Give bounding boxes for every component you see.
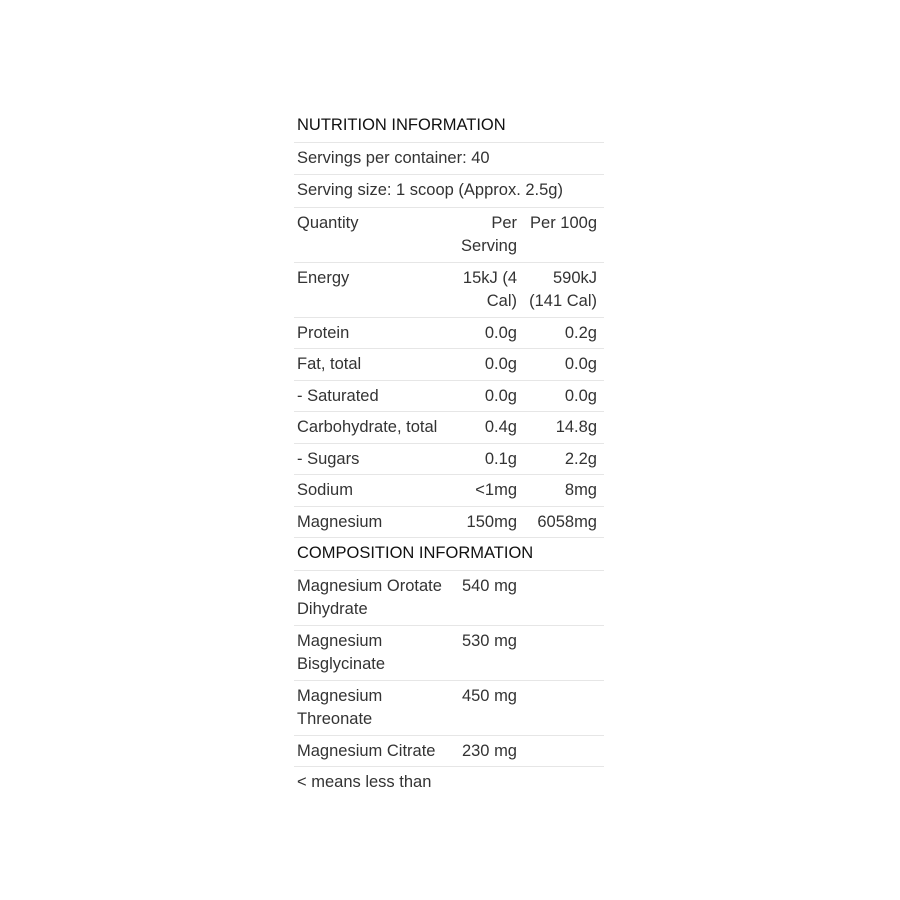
quantity-header: Quantity: [297, 213, 359, 232]
table-row: [294, 571, 604, 626]
ingredient-name: Magnesium Citrate: [297, 741, 436, 760]
table-row: [294, 318, 604, 350]
table-row: [294, 736, 604, 768]
per-serving-value: 0.4g: [484, 418, 517, 436]
nutrient-name: Protein: [297, 323, 350, 342]
per-100g-value: 6058mg: [537, 512, 597, 531]
nutrient-name: Carbohydrate, total: [297, 418, 438, 436]
servings-per-container: Servings per container: 40: [294, 143, 604, 176]
per-serving-value: 0.0g: [484, 386, 517, 405]
footnote: < means less than: [297, 773, 432, 791]
table-row: [294, 626, 604, 681]
per-100g-value: 0.0g: [564, 386, 597, 405]
table-row: [294, 263, 604, 318]
nutrient-name: - Saturated: [297, 386, 379, 405]
nutrient-name: - Sugars: [297, 449, 360, 468]
nutrient-name: Sodium: [297, 481, 353, 499]
per-100g-value: 590kJ (141 Cal): [529, 268, 597, 310]
ingredient-amount: 450 mg: [461, 686, 517, 705]
table-row: [294, 444, 604, 476]
serving-size: Serving size: 1 scoop (Approx. 2.5g): [294, 175, 604, 208]
nutrition-title: NUTRITION INFORMATION: [294, 110, 604, 143]
table-row: [294, 412, 604, 444]
nutrient-name: Fat, total: [297, 355, 362, 373]
per-serving-header: Per Serving: [461, 213, 517, 255]
composition-title: COMPOSITION INFORMATION: [294, 538, 604, 571]
nutrient-name: Magnesium: [297, 512, 383, 531]
per-serving-value: 0.0g: [484, 323, 517, 342]
ingredient-amount: 530 mg: [461, 631, 517, 650]
nutrition-panel: [294, 110, 604, 799]
table-row: [294, 475, 604, 507]
ingredient-name: Magnesium Threonate: [297, 686, 383, 728]
per-serving-value: 0.0g: [484, 355, 517, 373]
ingredient-amount: 540 mg: [461, 576, 517, 595]
per-100g-value: 2.2g: [564, 449, 597, 468]
nutrition-table-header: [294, 208, 604, 263]
table-row: [294, 381, 604, 413]
per-100g-value: 0.0g: [564, 355, 597, 373]
per-100g-header: Per 100g: [530, 213, 597, 232]
per-serving-value: 0.1g: [484, 449, 517, 468]
per-100g-value: 8mg: [564, 481, 597, 499]
per-serving-value: 15kJ (4 Cal): [462, 268, 517, 310]
per-100g-value: 0.2g: [564, 323, 597, 342]
table-row: [294, 681, 604, 736]
nutrient-name: Energy: [297, 268, 350, 287]
table-row: [294, 507, 604, 539]
per-100g-value: 14.8g: [555, 418, 597, 436]
ingredient-name: Magnesium Orotate Dihydrate: [297, 576, 442, 618]
ingredient-amount: 230 mg: [461, 741, 517, 760]
table-row: [294, 349, 604, 381]
per-serving-value: 150mg: [466, 512, 517, 531]
ingredient-name: Magnesium Bisglycinate: [297, 631, 386, 673]
per-serving-value: <1mg: [475, 481, 517, 499]
